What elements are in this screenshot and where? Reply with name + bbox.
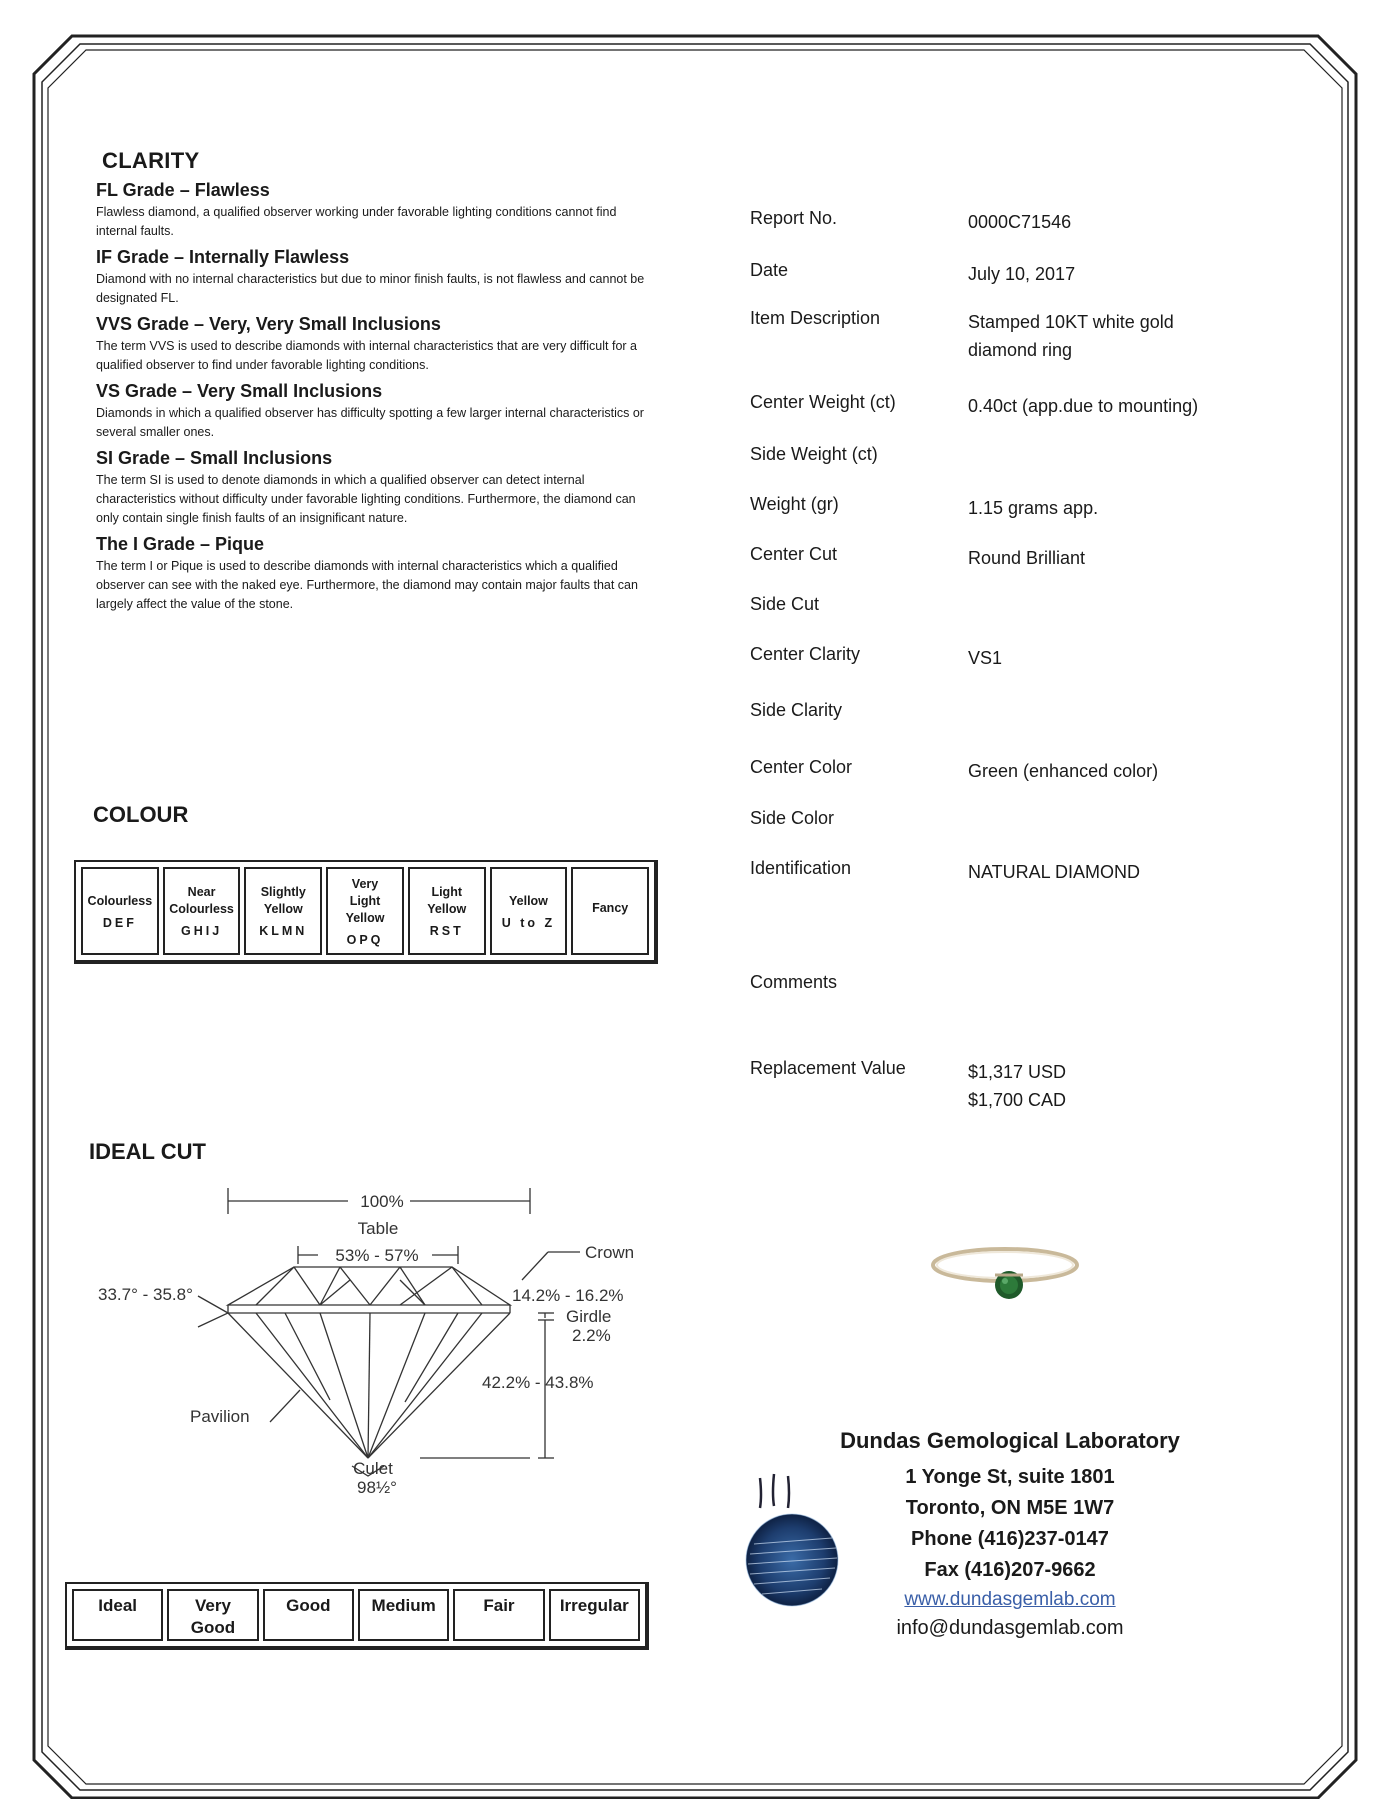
field-label: Report No. [750,208,838,228]
grade-heading: FL Grade – Flawless [96,180,270,200]
field-label: Replacement Value [750,1058,906,1078]
grade-description: The term VVS is used to describe diamonds with internal characteristics that are very difficult for a qualified observer to find under favorable lighting conditions. [96,339,637,372]
grade-item [96,247,656,308]
width-label: 100% [360,1192,404,1211]
field-value: Stamped 10KT white gold diamond ring [968,312,1174,360]
grade-description: Diamond with no internal characteristics but due to minor finish faults, is not flawless and cannot be designated FL. [96,272,645,305]
cut-grade-cell: Fair [453,1589,544,1641]
field-label: Date [750,260,789,280]
girdle-label: Girdle [566,1307,612,1326]
colour-cell-letters: KLMN [259,924,308,938]
crown-label: Crown [585,1243,635,1262]
girdle-value-label: 2.2% [572,1326,611,1345]
colour-cell [326,867,404,955]
pavilion-depth-label: 42.2% - 43.8% [482,1373,594,1392]
colour-cell [490,867,568,955]
field-label: Center Color [750,757,853,777]
lab-phone: Phone (416)237-0147 [911,1528,1109,1550]
grade-heading: IF Grade – Internally Flawless [96,247,350,267]
crown-angle-label: 33.7° - 35.8° [98,1285,193,1304]
clarity-title: CLARITY [102,148,200,173]
colour-cell [163,867,241,955]
field-label: Item Description [750,308,881,328]
cut-grade-scale [65,1582,649,1650]
ring-photo [925,1235,1095,1325]
colour-cell-name: Colourless [87,893,153,908]
table-label: Table [357,1219,399,1238]
colour-cell-name: Slightly Yellow [260,885,306,916]
lab-email: info@dundasgemlab.com [896,1617,1124,1639]
colour-cell-letters: DEF [102,915,137,930]
colour-cell-letters: U to Z [501,915,556,930]
field-value: 1.15 grams app. [968,498,1099,518]
grade-item [96,381,656,442]
colour-scale [74,860,658,964]
table-range-label: 53% - 57% [335,1246,419,1265]
grade-description: The term SI is used to denote diamonds in which a qualified observer can detect internal characteristics without difficulty under favorable lighting conditions. Furthermore, the diamond can only contain single finish faults of an insignificant nature. [96,473,636,525]
grade-item [96,314,656,375]
grade-item [96,448,656,528]
cut-grade-cell: Irregular [549,1589,640,1641]
grade-heading: VS Grade – Very Small Inclusions [96,381,383,401]
colour-cell-name: Very Light Yellow [345,876,385,925]
field-label: Weight (gr) [750,494,839,514]
lab-address-line1: 1 Yonge St, suite 1801 [905,1466,1115,1488]
pavilion-label: Pavilion [190,1407,250,1426]
field-label: Side Clarity [750,700,843,720]
grade-description: Diamonds in which a qualified observer has difficulty spotting a few larger internal characteristics or several smaller ones. [96,406,644,439]
field-label: Side Weight (ct) [750,444,878,464]
colour-title: COLOUR [93,802,189,827]
cut-grade-cell: Ideal [72,1589,163,1641]
field-value: Round Brilliant [968,548,1086,568]
lab-website-link[interactable]: www.dundasgemlab.com [904,1589,1116,1610]
ideal-cut-title: IDEAL CUT [89,1139,206,1164]
field-value: NATURAL DIAMOND [968,862,1141,882]
lab-fax: Fax (416)207-9662 [924,1559,1096,1581]
diamond-proportion-diagram [80,1170,640,1510]
colour-cell-letters: RST [429,924,464,938]
grade-heading: SI Grade – Small Inclusions [96,448,333,468]
cut-grade-cell: Medium [358,1589,449,1641]
culet-value-label: 98½° [357,1478,397,1497]
field-label: Comments [750,972,838,992]
field-label: Center Cut [750,544,838,564]
grade-heading: VVS Grade – Very, Very Small Inclusions [96,314,441,334]
field-label: Center Weight (ct) [750,392,896,412]
field-label: Side Cut [750,594,820,614]
colour-cell [571,867,649,955]
field-value: Green (enhanced color) [968,761,1159,781]
field-value: 0000C71546 [968,212,1072,232]
grade-item [96,180,656,241]
grade-description: Flawless diamond, a qualified observer working under favorable lighting conditions cannot find internal faults. [96,205,617,238]
colour-cell [408,867,486,955]
grade-item [96,534,656,614]
colour-cell-name: Light Yellow [427,885,467,916]
field-label: Center Clarity [750,644,861,664]
field-value: VS1 [968,648,1003,668]
grade-heading: The I Grade – Pique [96,534,265,554]
field-value: July 10, 2017 [968,264,1076,284]
field-value: 0.40ct (app.due to mounting) [968,396,1199,416]
field-label: Side Color [750,808,835,828]
lab-name: Dundas Gemological Laboratory [840,1428,1180,1453]
cut-grade-cell: Good [263,1589,354,1641]
lab-address-line2: Toronto, ON M5E 1W7 [905,1497,1115,1519]
colour-cell [244,867,322,955]
crown-height-label: 14.2% - 16.2% [512,1286,624,1305]
culet-label: Culet [353,1459,393,1478]
colour-cell [81,867,159,955]
colour-cell-name: Near Colourless [169,885,234,916]
cut-grade-cell: Very Good [167,1589,258,1641]
colour-cell-name: Yellow [509,893,548,908]
colour-cell-name: Fancy [592,900,629,915]
colour-cell-letters: OPQ [346,932,384,947]
colour-cell-letters: GHIJ [180,924,223,938]
grade-description: The term I or Pique is used to describe diamonds with internal characteristics which a qualified observer can see with the naked eye. Furthermore, the diamond may contain major faults that can largely affect the value of the stone. [96,559,638,611]
clarity-section [96,148,656,620]
field-value: $1,317 USD $1,700 CAD [968,1062,1067,1110]
lab-contact [820,1428,1200,1642]
field-label: Identification [750,858,852,878]
